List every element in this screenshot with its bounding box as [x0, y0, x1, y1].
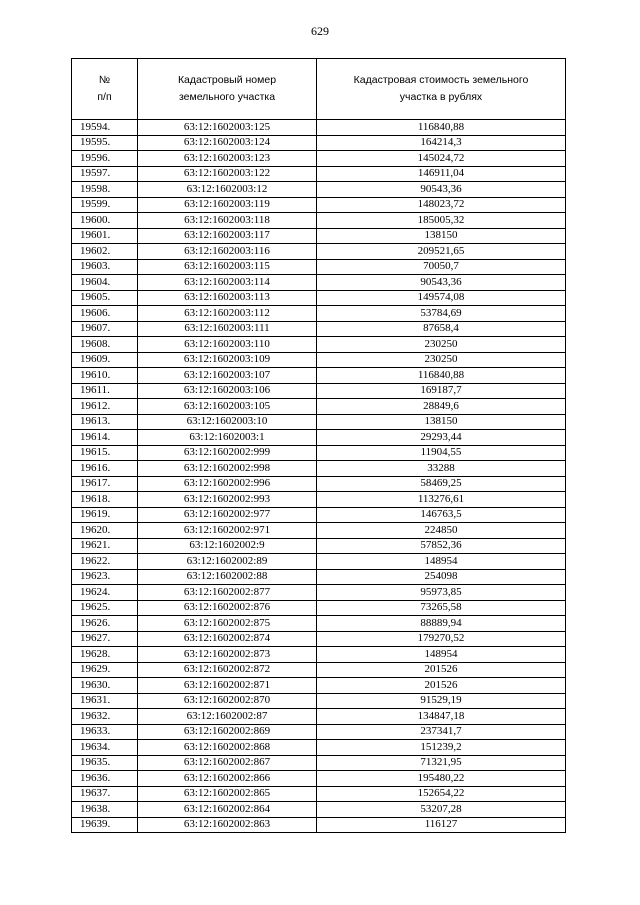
table-row [72, 461, 566, 477]
row-number-cell: 19608. [72, 337, 138, 353]
table-row [72, 523, 566, 539]
row-number-cell: 19621. [72, 538, 138, 554]
row-number-cell: 19596. [72, 151, 138, 167]
cadastral-number-cell: 63:12:1602002:870 [138, 693, 317, 709]
table-row [72, 724, 566, 740]
cadastral-number-cell: 63:12:1602002:87 [138, 709, 317, 725]
row-number-cell: 19609. [72, 352, 138, 368]
table-row [72, 507, 566, 523]
cadastral-value-cell: 195480,22 [317, 771, 566, 787]
cadastral-value-cell: 138150 [317, 414, 566, 430]
row-number-cell: 19635. [72, 755, 138, 771]
cadastral-value-cell: 11904,55 [317, 445, 566, 461]
cadastral-value-cell: 58469,25 [317, 476, 566, 492]
cadastral-value-cell: 148954 [317, 554, 566, 570]
header-value-line-1: Кадастровая стоимость земельного [353, 74, 529, 86]
cadastral-value-cell: 146763,5 [317, 507, 566, 523]
table-row [72, 569, 566, 585]
row-number-cell: 19600. [72, 213, 138, 229]
cadastral-value-cell: 116840,88 [317, 368, 566, 384]
row-number-cell: 19626. [72, 616, 138, 632]
cadastral-value-table [71, 58, 566, 833]
cadastral-number-cell: 63:12:1602002:871 [138, 678, 317, 694]
table-row [72, 492, 566, 508]
cadastral-value-cell: 185005,32 [317, 213, 566, 229]
cadastral-number-cell: 63:12:1602002:872 [138, 662, 317, 678]
header-cadastral-line-1: Кадастровый номер [177, 74, 277, 86]
cadastral-number-cell: 63:12:1602003:107 [138, 368, 317, 384]
cadastral-value-cell: 88889,94 [317, 616, 566, 632]
row-number-cell: 19631. [72, 693, 138, 709]
row-number-cell: 19597. [72, 166, 138, 182]
header-number [72, 59, 138, 120]
row-number-cell: 19595. [72, 135, 138, 151]
table-row [72, 740, 566, 756]
row-number-cell: 19627. [72, 631, 138, 647]
table-row [72, 430, 566, 446]
cadastral-number-cell: 63:12:1602003:117 [138, 228, 317, 244]
cadastral-value-cell: 230250 [317, 352, 566, 368]
table-row [72, 383, 566, 399]
header-number-line-1: № [98, 74, 111, 86]
cadastral-number-cell: 63:12:1602003:124 [138, 135, 317, 151]
cadastral-value-cell: 87658,4 [317, 321, 566, 337]
cadastral-value-cell: 57852,36 [317, 538, 566, 554]
row-number-cell: 19638. [72, 802, 138, 818]
table-row [72, 709, 566, 725]
table-row [72, 259, 566, 275]
row-number-cell: 19604. [72, 275, 138, 291]
table-row [72, 678, 566, 694]
table-row [72, 197, 566, 213]
table-row [72, 120, 566, 136]
cadastral-value-cell: 33288 [317, 461, 566, 477]
header-value-line-2: участка в рублях [399, 91, 483, 103]
table-row [72, 476, 566, 492]
table-row [72, 662, 566, 678]
cadastral-value-cell: 179270,52 [317, 631, 566, 647]
table-row [72, 554, 566, 570]
table-row [72, 213, 566, 229]
cadastral-value-cell: 71321,95 [317, 755, 566, 771]
table-row [72, 647, 566, 663]
table-body [72, 120, 566, 833]
cadastral-value-cell: 134847,18 [317, 709, 566, 725]
row-number-cell: 19599. [72, 197, 138, 213]
cadastral-number-cell: 63:12:1602002:865 [138, 786, 317, 802]
cadastral-number-cell: 63:12:1602002:999 [138, 445, 317, 461]
table-row [72, 337, 566, 353]
row-number-cell: 19622. [72, 554, 138, 570]
cadastral-number-cell: 63:12:1602003:114 [138, 275, 317, 291]
table-row [72, 585, 566, 601]
cadastral-value-cell: 90543,36 [317, 182, 566, 198]
row-number-cell: 19602. [72, 244, 138, 260]
cadastral-value-cell: 149574,08 [317, 290, 566, 306]
table-row [72, 755, 566, 771]
cadastral-value-cell: 145024,72 [317, 151, 566, 167]
row-number-cell: 19630. [72, 678, 138, 694]
cadastral-number-cell: 63:12:1602002:877 [138, 585, 317, 601]
cadastral-number-cell: 63:12:1602003:125 [138, 120, 317, 136]
cadastral-number-cell: 63:12:1602003:1 [138, 430, 317, 446]
cadastral-value-cell: 201526 [317, 678, 566, 694]
header-cadastral-number [138, 59, 317, 120]
cadastral-value-cell: 224850 [317, 523, 566, 539]
row-number-cell: 19624. [72, 585, 138, 601]
table-row [72, 786, 566, 802]
cadastral-number-cell: 63:12:1602002:869 [138, 724, 317, 740]
cadastral-number-cell: 63:12:1602003:115 [138, 259, 317, 275]
header-number-line-2: п/п [97, 91, 112, 103]
row-number-cell: 19603. [72, 259, 138, 275]
cadastral-number-cell: 63:12:1602002:867 [138, 755, 317, 771]
row-number-cell: 19633. [72, 724, 138, 740]
cadastral-value-cell: 113276,61 [317, 492, 566, 508]
cadastral-value-cell: 73265,58 [317, 600, 566, 616]
cadastral-value-cell: 90543,36 [317, 275, 566, 291]
table-row [72, 352, 566, 368]
row-number-cell: 19623. [72, 569, 138, 585]
table-row [72, 151, 566, 167]
cadastral-value-cell: 70050,7 [317, 259, 566, 275]
cadastral-number-cell: 63:12:1602002:876 [138, 600, 317, 616]
table-row [72, 616, 566, 632]
cadastral-value-cell: 116840,88 [317, 120, 566, 136]
table-row [72, 445, 566, 461]
table-header [72, 59, 566, 120]
cadastral-value-cell: 116127 [317, 817, 566, 833]
row-number-cell: 19605. [72, 290, 138, 306]
table-row [72, 368, 566, 384]
table-row [72, 538, 566, 554]
row-number-cell: 19636. [72, 771, 138, 787]
table-row [72, 321, 566, 337]
cadastral-number-cell: 63:12:1602002:9 [138, 538, 317, 554]
cadastral-number-cell: 63:12:1602002:863 [138, 817, 317, 833]
row-number-cell: 19637. [72, 786, 138, 802]
table-row [72, 771, 566, 787]
row-number-cell: 19606. [72, 306, 138, 322]
cadastral-number-cell: 63:12:1602003:122 [138, 166, 317, 182]
cadastral-value-cell: 151239,2 [317, 740, 566, 756]
table-row [72, 817, 566, 833]
row-number-cell: 19613. [72, 414, 138, 430]
table-row [72, 166, 566, 182]
table-row [72, 693, 566, 709]
cadastral-number-cell: 63:12:1602003:111 [138, 321, 317, 337]
cadastral-value-cell: 237341,7 [317, 724, 566, 740]
cadastral-number-cell: 63:12:1602003:113 [138, 290, 317, 306]
cadastral-number-cell: 63:12:1602003:10 [138, 414, 317, 430]
table-row [72, 306, 566, 322]
row-number-cell: 19620. [72, 523, 138, 539]
cadastral-value-cell: 28849,6 [317, 399, 566, 415]
cadastral-number-cell: 63:12:1602002:977 [138, 507, 317, 523]
row-number-cell: 19607. [72, 321, 138, 337]
cadastral-number-cell: 63:12:1602002:866 [138, 771, 317, 787]
cadastral-value-cell: 148023,72 [317, 197, 566, 213]
cadastral-number-cell: 63:12:1602003:105 [138, 399, 317, 415]
cadastral-value-cell: 201526 [317, 662, 566, 678]
cadastral-value-cell: 230250 [317, 337, 566, 353]
row-number-cell: 19629. [72, 662, 138, 678]
cadastral-number-cell: 63:12:1602002:868 [138, 740, 317, 756]
cadastral-value-cell: 209521,65 [317, 244, 566, 260]
cadastral-number-cell: 63:12:1602003:110 [138, 337, 317, 353]
table-row [72, 228, 566, 244]
cadastral-number-cell: 63:12:1602002:874 [138, 631, 317, 647]
table-row [72, 414, 566, 430]
header-cadastral-line-2: земельного участка [178, 91, 276, 103]
cadastral-value-cell: 53784,69 [317, 306, 566, 322]
table-row [72, 290, 566, 306]
row-number-cell: 19634. [72, 740, 138, 756]
cadastral-number-cell: 63:12:1602003:123 [138, 151, 317, 167]
row-number-cell: 19639. [72, 817, 138, 833]
cadastral-number-cell: 63:12:1602003:118 [138, 213, 317, 229]
table-row [72, 600, 566, 616]
cadastral-number-cell: 63:12:1602003:109 [138, 352, 317, 368]
header-row [72, 59, 566, 120]
row-number-cell: 19618. [72, 492, 138, 508]
cadastral-number-cell: 63:12:1602002:873 [138, 647, 317, 663]
cadastral-value-cell: 95973,85 [317, 585, 566, 601]
row-number-cell: 19616. [72, 461, 138, 477]
row-number-cell: 19614. [72, 430, 138, 446]
cadastral-value-cell: 146911,04 [317, 166, 566, 182]
cadastral-number-cell: 63:12:1602002:864 [138, 802, 317, 818]
cadastral-value-cell: 164214,3 [317, 135, 566, 151]
row-number-cell: 19594. [72, 120, 138, 136]
table-row [72, 399, 566, 415]
cadastral-value-cell: 169187,7 [317, 383, 566, 399]
cadastral-number-cell: 63:12:1602002:971 [138, 523, 317, 539]
page-number: 629 [311, 24, 329, 38]
cadastral-number-cell: 63:12:1602002:998 [138, 461, 317, 477]
cadastral-number-cell: 63:12:1602002:996 [138, 476, 317, 492]
cadastral-value-cell: 91529,19 [317, 693, 566, 709]
row-number-cell: 19628. [72, 647, 138, 663]
row-number-cell: 19611. [72, 383, 138, 399]
table-row [72, 275, 566, 291]
cadastral-number-cell: 63:12:1602003:106 [138, 383, 317, 399]
cadastral-value-cell: 53207,28 [317, 802, 566, 818]
cadastral-value-cell: 138150 [317, 228, 566, 244]
cadastral-number-cell: 63:12:1602002:88 [138, 569, 317, 585]
table-row [72, 135, 566, 151]
row-number-cell: 19625. [72, 600, 138, 616]
cadastral-value-cell: 29293,44 [317, 430, 566, 446]
row-number-cell: 19632. [72, 709, 138, 725]
cadastral-number-cell: 63:12:1602002:89 [138, 554, 317, 570]
cadastral-number-cell: 63:12:1602003:119 [138, 197, 317, 213]
table-row [72, 631, 566, 647]
cadastral-number-cell: 63:12:1602003:12 [138, 182, 317, 198]
cadastral-number-cell: 63:12:1602003:116 [138, 244, 317, 260]
cadastral-number-cell: 63:12:1602002:993 [138, 492, 317, 508]
cadastral-number-cell: 63:12:1602002:875 [138, 616, 317, 632]
table-row [72, 802, 566, 818]
table-row [72, 244, 566, 260]
table-row [72, 182, 566, 198]
row-number-cell: 19619. [72, 507, 138, 523]
row-number-cell: 19617. [72, 476, 138, 492]
row-number-cell: 19610. [72, 368, 138, 384]
cadastral-value-cell: 254098 [317, 569, 566, 585]
cadastral-value-cell: 148954 [317, 647, 566, 663]
cadastral-number-cell: 63:12:1602003:112 [138, 306, 317, 322]
row-number-cell: 19612. [72, 399, 138, 415]
header-cadastral-value [317, 59, 566, 120]
row-number-cell: 19601. [72, 228, 138, 244]
row-number-cell: 19598. [72, 182, 138, 198]
row-number-cell: 19615. [72, 445, 138, 461]
cadastral-value-cell: 152654,22 [317, 786, 566, 802]
